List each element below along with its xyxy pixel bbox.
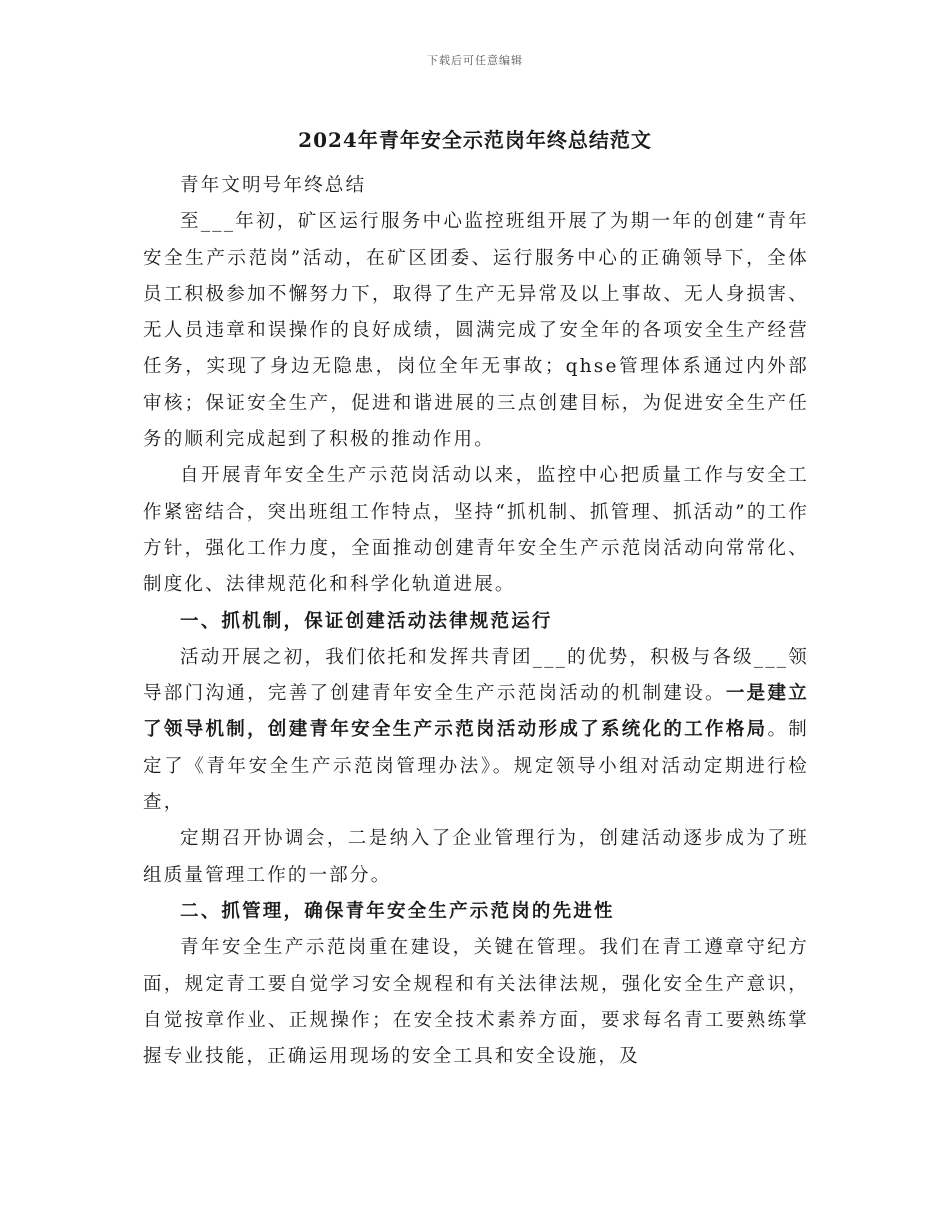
paragraph-management: 青年安全生产示范岗重在建设，关键在管理。我们在青工遵章守纪方面，规定青工要自觉学习安全规程和有关法律法规，强化安全生产意识，自觉按章作业、正规操作；在安全技术素养方面，要求每名青工要熟练掌握专业技能，正确运用现场的安全工具和安全设施，及: [143, 937, 809, 1068]
paragraph-intro: 至___年初，矿区运行服务中心监控班组开展了为期一年的创建“青年安全生产示范岗”活动，在矿区团委、运行服务中心的正确领导下，全体员工积极参加不懈努力下，取得了生产无异常及以上事故、无人身损害、无人员违章和误操作的良好成绩，圆满完成了安全年的各项安全生产经营任务，实现了身边无隐患，岗位全年无事故；qhse管理体系通过内外部审核；保证安全生产，促进和谐进展的三点创建目标，为促进安全生产任务的顺利完成起到了积极的推动作用。: [143, 211, 809, 451]
document-body: [143, 168, 809, 1075]
paragraph-mechanism-continued: 。制定了《青年安全生产示范岗管理办法》。规定领导小组对活动定期进行检查，: [143, 719, 809, 814]
document-title: 2024年青年安全示范岗年终总结范文: [298, 128, 652, 152]
paragraph-subtitle: 青年文明号年终总结: [180, 175, 367, 196]
paragraph-meetings: 定期召开协调会，二是纳入了企业管理行为，创建活动逐步成为了班组质量管理工作的一部分。: [143, 828, 809, 886]
page-header-note: 下载后可任意编辑: [427, 54, 523, 67]
section-heading-2: 二、抓管理，确保青年安全生产示范岗的先进性: [180, 900, 615, 922]
paragraph-mechanism-emphasis: 一是建立了领导机制，创建青年安全生产示范岗活动形成了系统化的工作格局: [143, 683, 809, 741]
paragraph-overview: 自开展青年安全生产示范岗活动以来，监控中心把质量工作与安全工作紧密结合，突出班组工作特点，坚持“抓机制、抓管理、抓活动”的工作方针，强化工作力度，全面推动创建青年安全生产示范岗活动向常常化、制度化、法律规范化和科学化轨道进展。: [143, 465, 809, 596]
paragraph-mechanism: [143, 640, 809, 821]
paragraph-mechanism-text: 活动开展之初，我们依托和发挥共青团___的优势，积极与各级___领导部门沟通，完善了创建青年安全生产示范岗活动的机制建设。: [143, 646, 809, 705]
section-heading-1: 一、抓机制，保证创建活动法律规范运行: [180, 610, 553, 632]
